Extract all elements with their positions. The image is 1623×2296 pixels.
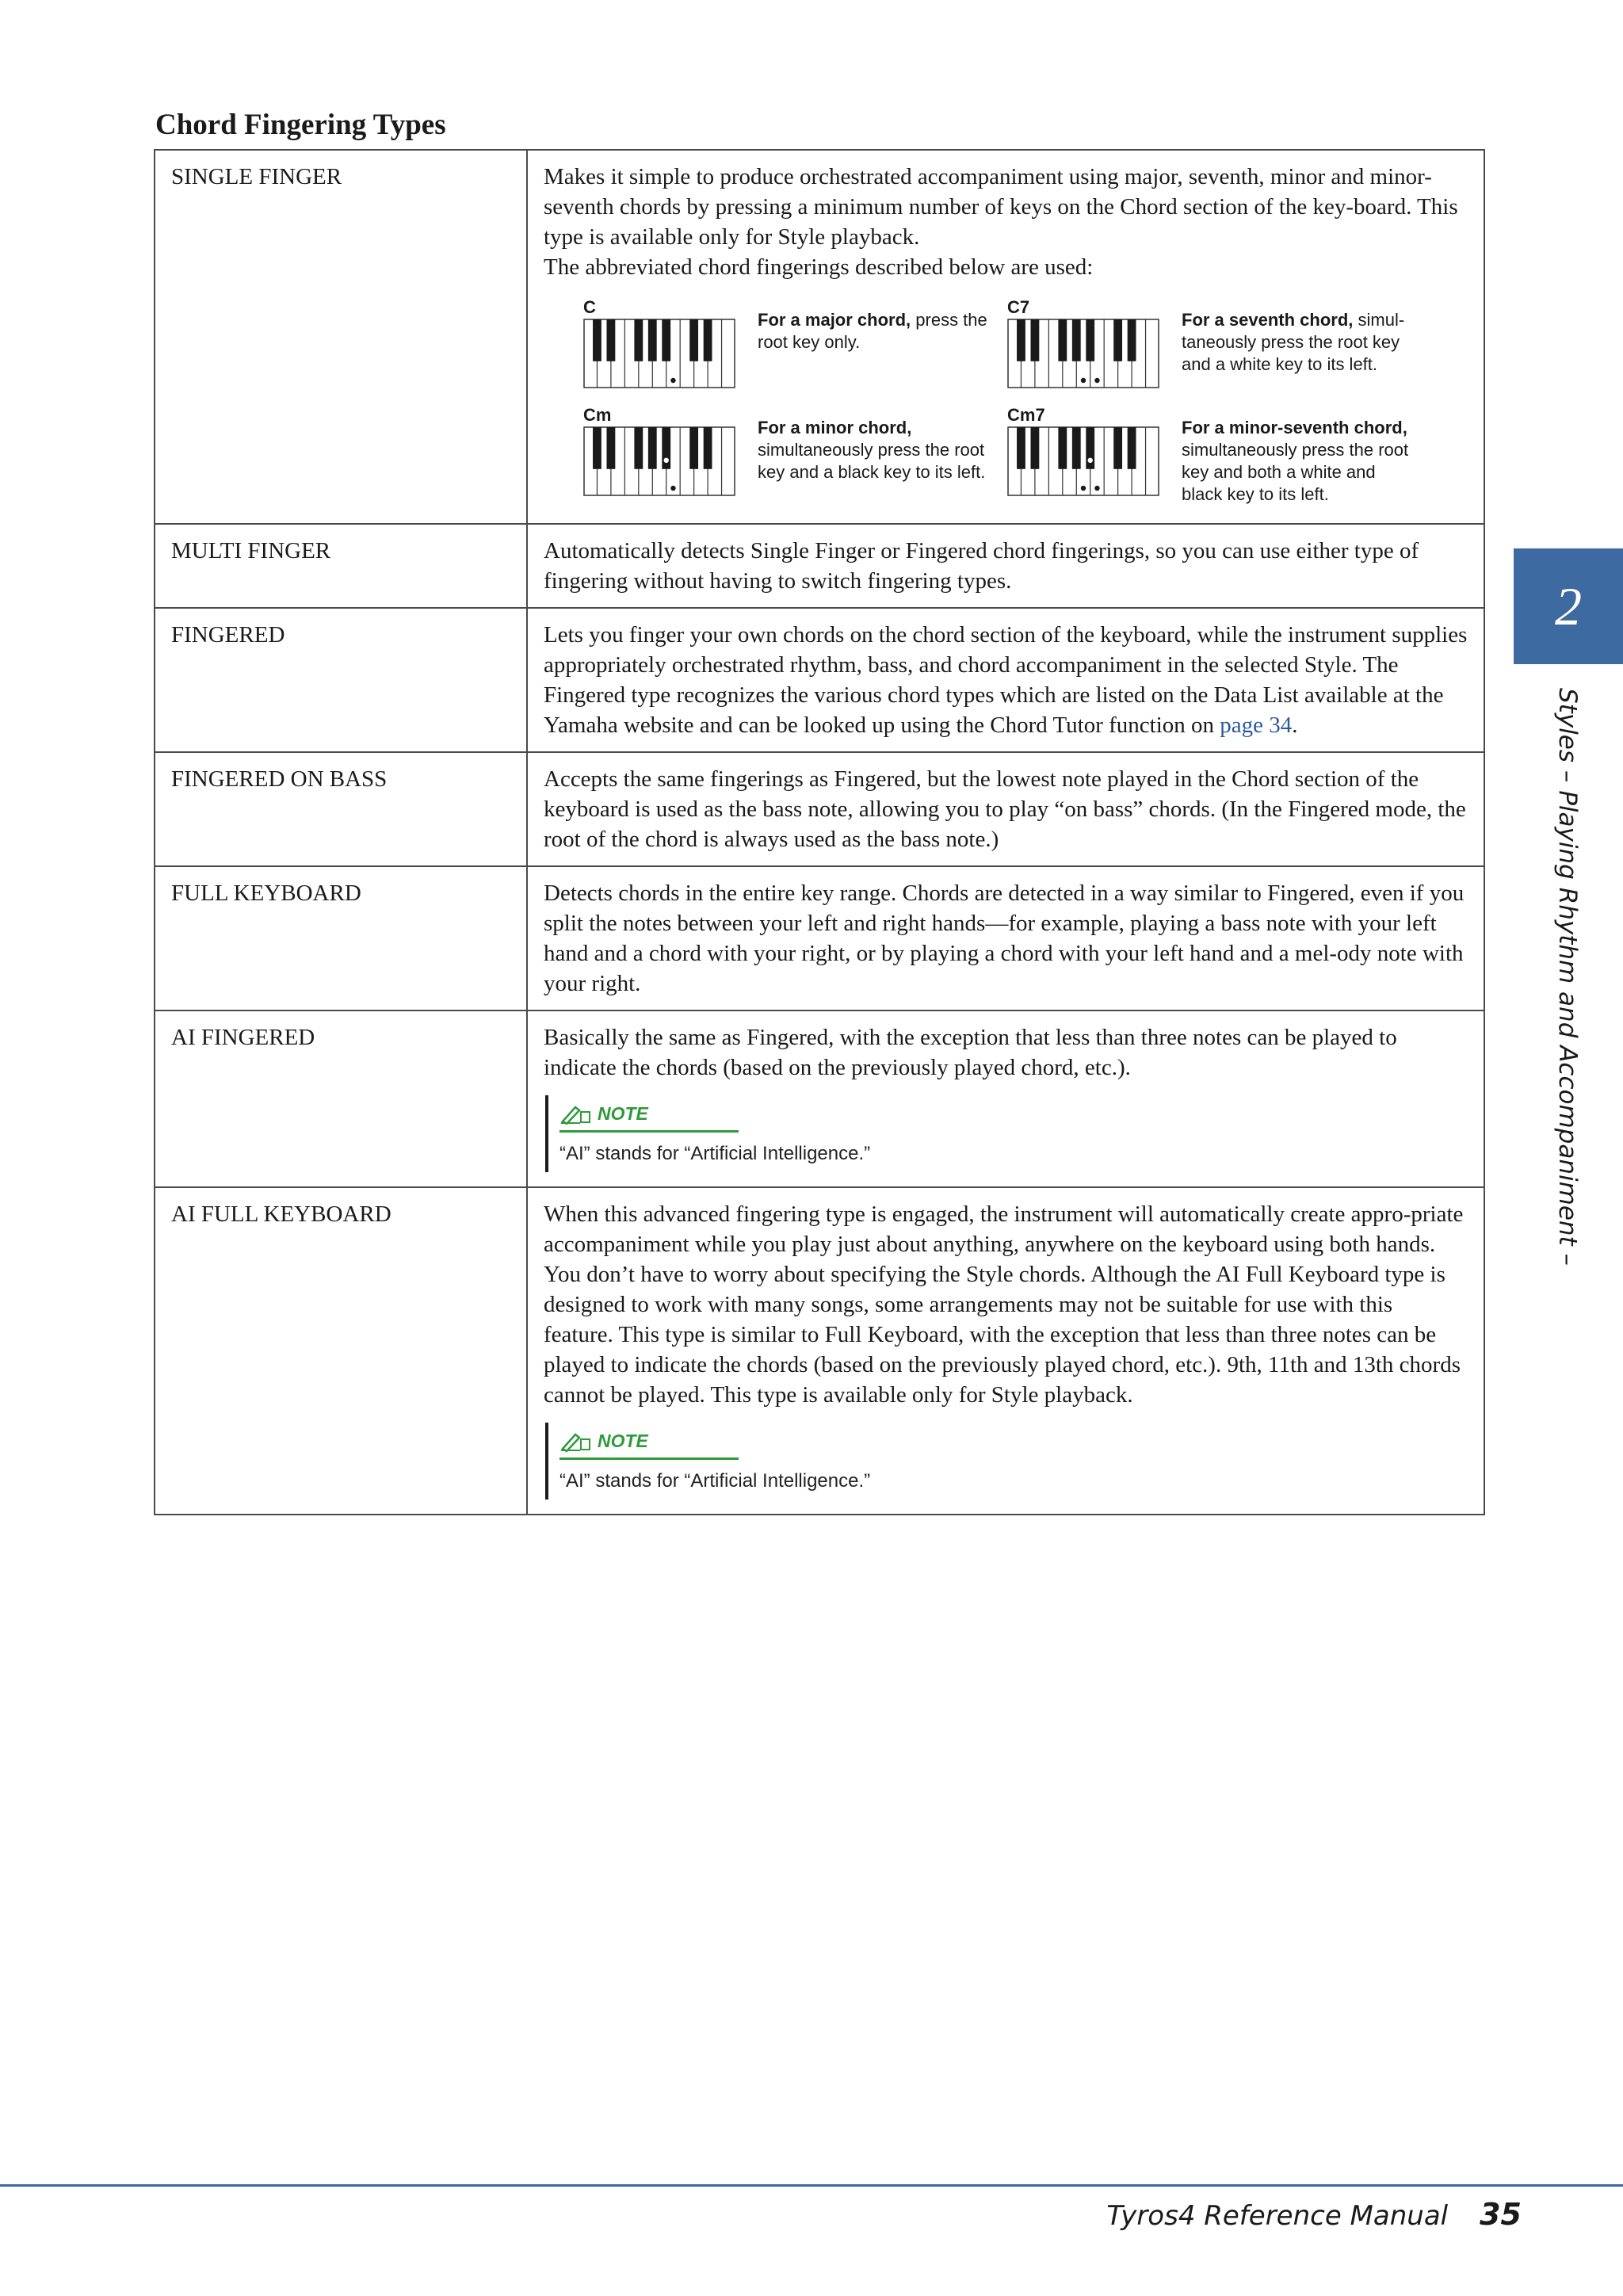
chord-label: C7 [1007,297,1030,317]
chord-instruction: For a minor-seventh chord, simultaneously press the root key and both a white and black key to its left. [1182,418,1409,504]
chapter-tab[interactable] [1514,548,1623,664]
pencil-note-icon [559,1430,591,1452]
description-text: Automatically detects Single Finger or Fingered chord fingerings, so you can use either type of fingering without having to switch fingering types. [544,538,1419,594]
key-marker [664,458,669,463]
fingering-type-name: MULTI FINGER [155,524,527,608]
chord-diagram-grid [583,298,1468,506]
description-text: Accepts the same fingerings as Fingered, but the lowest note played in the Chord section of the keyboard is used as the bass note, allowing you to play “on bass” chords. (In the Fingered mode, the root of the chord is always used as the bass note.) [544,766,1466,852]
fingering-type-name: SINGLE FINGER [155,150,527,524]
fingering-type-description [527,608,1484,752]
chord-instruction: For a seventh chord, simul-taneously press the root key and a white key to its left. [1182,310,1405,374]
description-text: Makes it simple to produce orchestrated accompaniment using major, seventh, minor and minor-seventh chords by pressing a minimum number of keys on the Chord section of the key-board. This type is available only for Style playback. [544,164,1458,250]
chord-label: Cm7 [1007,405,1045,425]
chord-instruction: For a minor chord, simultaneously press the root key and a black key to its left. [758,418,986,482]
chapter-number: 2 [1555,575,1582,636]
page-footer [1106,2197,1522,2232]
table-row [155,752,1484,866]
chord-fingering-table [154,149,1485,1515]
description-text: Basically the same as Fingered, with the exception that less than three notes can be played to indicate the chords (based on the previously played chord, etc.). [544,1025,1397,1080]
chord-diagram [1007,298,1431,388]
keyboard-icon [1007,426,1159,496]
manual-title: Tyros4 Reference Manual [1106,2200,1449,2232]
chord-diagram [1007,406,1431,506]
note-box [545,1423,1468,1499]
fingering-type-description [527,752,1484,866]
keyboard-icon [1007,319,1159,388]
chapter-title-text: Styles – Playing Rhythm and Accompaniment – [1553,688,1582,1266]
note-label: NOTE [598,1431,648,1451]
description-text: When this advanced fingering type is engaged, the instrument will automatically create appro-priate accompaniment while you play just about anything, anywhere on the keyboard using both hands. You don’t have to worry about specifying the Style chords. Although the AI Full Keyboard type is designed to work with many songs, some arrangements may not be suitable for use with this feature. This type is similar to Full Keyboard, with the exception that less than three notes can be played to indicate the chords (based on the previously played chord, etc.). 9th, 11th and 13th chords cannot be played. This type is available only for Style playback. [544,1201,1464,1408]
fingering-type-name: FINGERED [155,608,527,752]
table-row [155,1010,1484,1187]
fingering-type-description [527,150,1484,524]
footer-rule [0,2184,1623,2187]
note-text: “AI” stands for “Artificial Intelligence.” [559,1143,871,1164]
fingering-type-description [527,524,1484,608]
fingering-type-description [527,866,1484,1010]
section-title: Chord Fingering Types [155,109,446,141]
page-link[interactable]: page 34 [1220,712,1293,738]
chapter-side-title [1553,688,1587,1266]
fingering-type-name: AI FINGERED [155,1010,527,1187]
fingering-type-description [527,1187,1484,1515]
table-row [155,866,1484,1010]
note-label: NOTE [598,1103,648,1124]
fingering-type-name: FULL KEYBOARD [155,866,527,1010]
fingering-type-description [527,1010,1484,1187]
note-box [545,1095,1468,1172]
note-text: “AI” stands for “Artificial Intelligence.” [559,1470,871,1492]
key-marker [1088,458,1093,463]
pencil-note-icon [559,1102,591,1125]
chord-label: C [583,297,596,317]
chord-label: Cm [583,405,612,425]
keyboard-icon [583,319,735,388]
fingering-type-name: FINGERED ON BASS [155,752,527,866]
chord-diagram [583,406,1007,506]
description-text: Detects chords in the entire key range. Chords are detected in a way similar to Fingered, even if you split the notes between your left and right hands—for example, playing a bass note with your left hand and a chord with your right, or by playing a chord with your left hand and a mel-ody note with your right. [544,881,1465,996]
chord-diagram [583,298,1007,388]
chord-instruction: For a major chord, press the root key only. [758,310,987,352]
table-row [155,524,1484,608]
table-row [155,1187,1484,1515]
fingering-type-name: AI FULL KEYBOARD [155,1187,527,1515]
description-text: The abbreviated chord fingerings described below are used: [544,254,1094,280]
keyboard-icon [583,426,735,496]
description-text: Lets you finger your own chords on the chord section of the keyboard, while the instrument supplies appropriately orchestrated rhythm, bass, and chord accompaniment in the selected Style. The Fingered type recognizes the various chord types which are listed on the Data List available at the Yamaha website and can be looked up using the Chord Tutor function on page 34. [544,622,1468,738]
table-row [155,608,1484,752]
table-row [155,150,1484,524]
page-number: 35 [1480,2197,1522,2232]
